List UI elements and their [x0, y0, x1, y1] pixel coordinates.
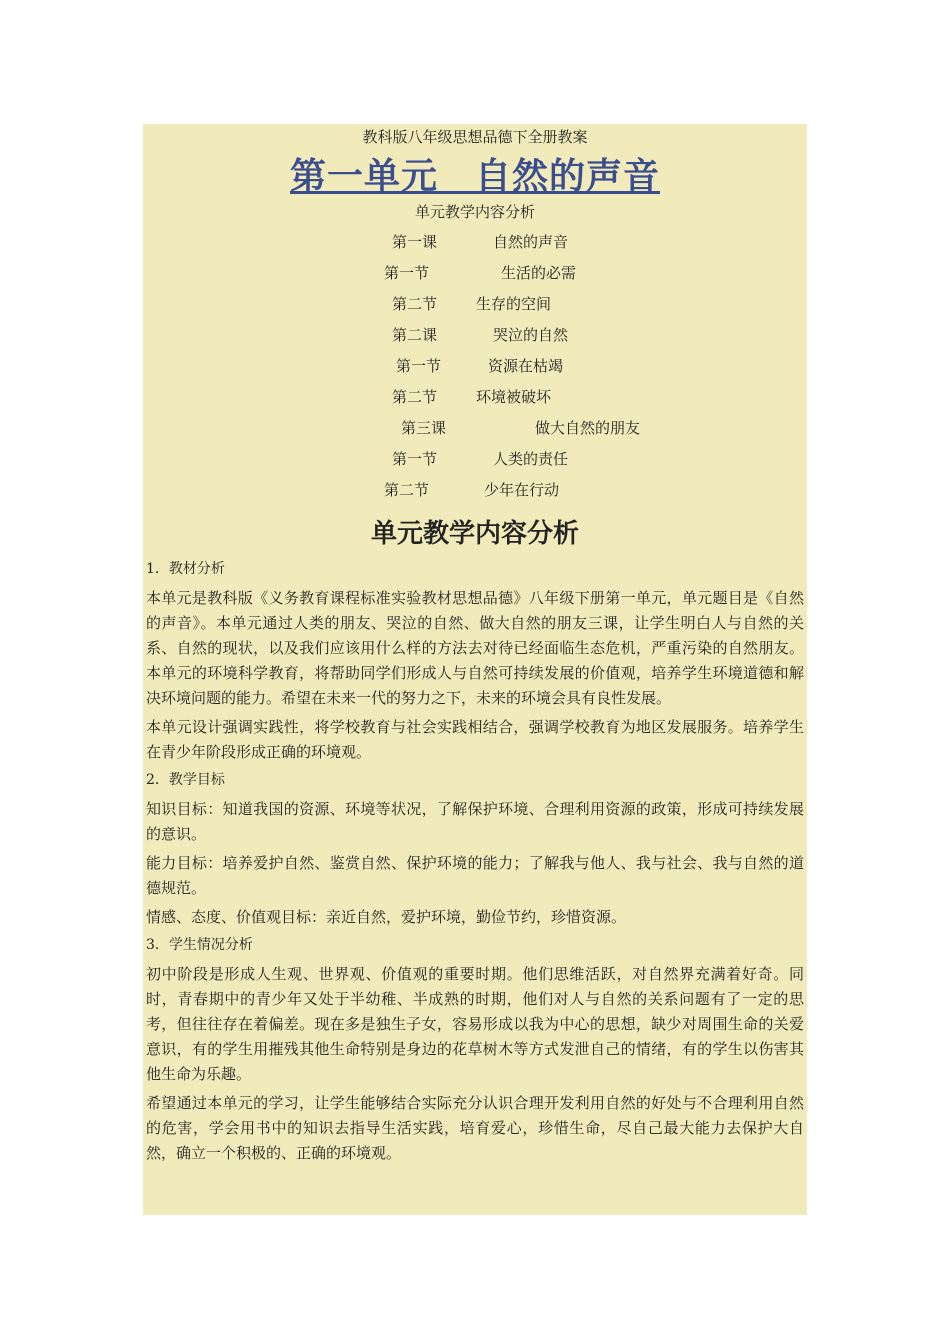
- table-of-contents: [146, 227, 804, 506]
- toc-label: 第一节: [392, 450, 438, 468]
- paragraph: 情感、态度、价值观目标：亲近自然，爱护环境，勤俭节约，珍惜资源。: [146, 908, 627, 926]
- toc-label: 第一节: [396, 357, 442, 375]
- toc-label: 第二课: [392, 326, 438, 344]
- paragraph: 知识目标：知道我国的资源、环境等状况，了解保护环境、合理利用资源的政策，形成可持续发展的意识。: [146, 800, 804, 843]
- toc-name: 哭泣的自然: [493, 326, 569, 344]
- toc-label: 第一课: [392, 233, 438, 251]
- toc-row: [146, 351, 804, 382]
- paragraph: 本单元是教科版《义务教育课程标准实验教材思想品德》八年级下册第一单元，单元题目是《自然的声音》。本单元通过人类的朋友、哭泣的自然、做大自然的朋友三课，让学生明白人与自然的关系、自然的现状，以及我们应该用什么样的方法去对待已经面临生态危机，严重污染的自然朋友。本单元的环境科学教育，将帮助同学们形成人与自然可持续发展的价值观，培养学生环境道德和解决环境问题的能力。希望在未来一代的努力之下，未来的环境会具有良性发展。: [146, 589, 804, 707]
- toc-row: [146, 258, 804, 289]
- toc-name: 生存的空间: [476, 295, 552, 313]
- document-header: 教科版八年级思想品德下全册教案: [362, 128, 588, 146]
- toc-label: 第二节: [384, 481, 430, 499]
- toc-row: [146, 227, 804, 258]
- paragraph: 能力目标：培养爱护自然、鉴赏自然、保护环境的能力；了解我与他人、我与社会、我与自然的道德规范。: [146, 854, 804, 897]
- toc-row: [146, 382, 804, 413]
- toc-row: [146, 413, 804, 444]
- paragraph: 希望通过本单元的学习，让学生能够结合实际充分认识合理开发利用自然的好处与不合理利用自然的危害，学会用书中的知识去指导生活实践，培育爱心，珍惜生命，尽自己最大能力去保护大自然，确立一个积极的、正确的环境观。: [146, 1094, 804, 1162]
- toc-label: 第三课: [401, 419, 447, 437]
- toc-row: [146, 475, 804, 506]
- subsection-title: 3．学生情况分析: [146, 937, 253, 953]
- subsection-title: 2．教学目标: [146, 772, 225, 788]
- toc-name: 少年在行动: [484, 481, 560, 499]
- toc-name: 人类的责任: [493, 450, 569, 468]
- unit-title[interactable]: 第一单元 自然的声音: [289, 155, 660, 197]
- paragraph: 本单元设计强调实践性，将学校教育与社会实践相结合，强调学校教育为地区发展服务。培养学生在青少年阶段形成正确的环境观。: [146, 718, 804, 761]
- toc-label: 第二节: [392, 295, 438, 313]
- toc-label: 第一节: [384, 264, 430, 282]
- section-heading: 单元教学内容分析: [370, 519, 579, 549]
- toc-name: 资源在枯竭: [488, 357, 564, 375]
- toc-row: [146, 289, 804, 320]
- unit-subtitle: 单元教学内容分析: [414, 203, 535, 221]
- toc-name: 生活的必需: [501, 264, 577, 282]
- subsection-title: 1．教材分析: [146, 561, 225, 577]
- paragraph: 初中阶段是形成人生观、世界观、价值观的重要时期。他们思维活跃，对自然界充满着好奇。同时，青春期中的青少年又处于半幼稚、半成熟的时期，他们对人与自然的关系问题有了一定的思考，但往往存在着偏差。现在多是独生子女，容易形成以我为中心的思想，缺少对周围生命的关爱意识，有的学生用摧残其他生命特别是身边的花草树木等方式发泄自己的情绪，有的学生以伤害其他生命为乐趣。: [146, 965, 804, 1083]
- toc-label: 第二节: [392, 388, 438, 406]
- document-page: [143, 124, 807, 1215]
- toc-row: [146, 320, 804, 351]
- toc-name: 自然的声音: [493, 233, 569, 251]
- toc-row: [146, 444, 804, 475]
- toc-name: 环境被破坏: [476, 388, 552, 406]
- toc-name: 做大自然的朋友: [535, 419, 641, 437]
